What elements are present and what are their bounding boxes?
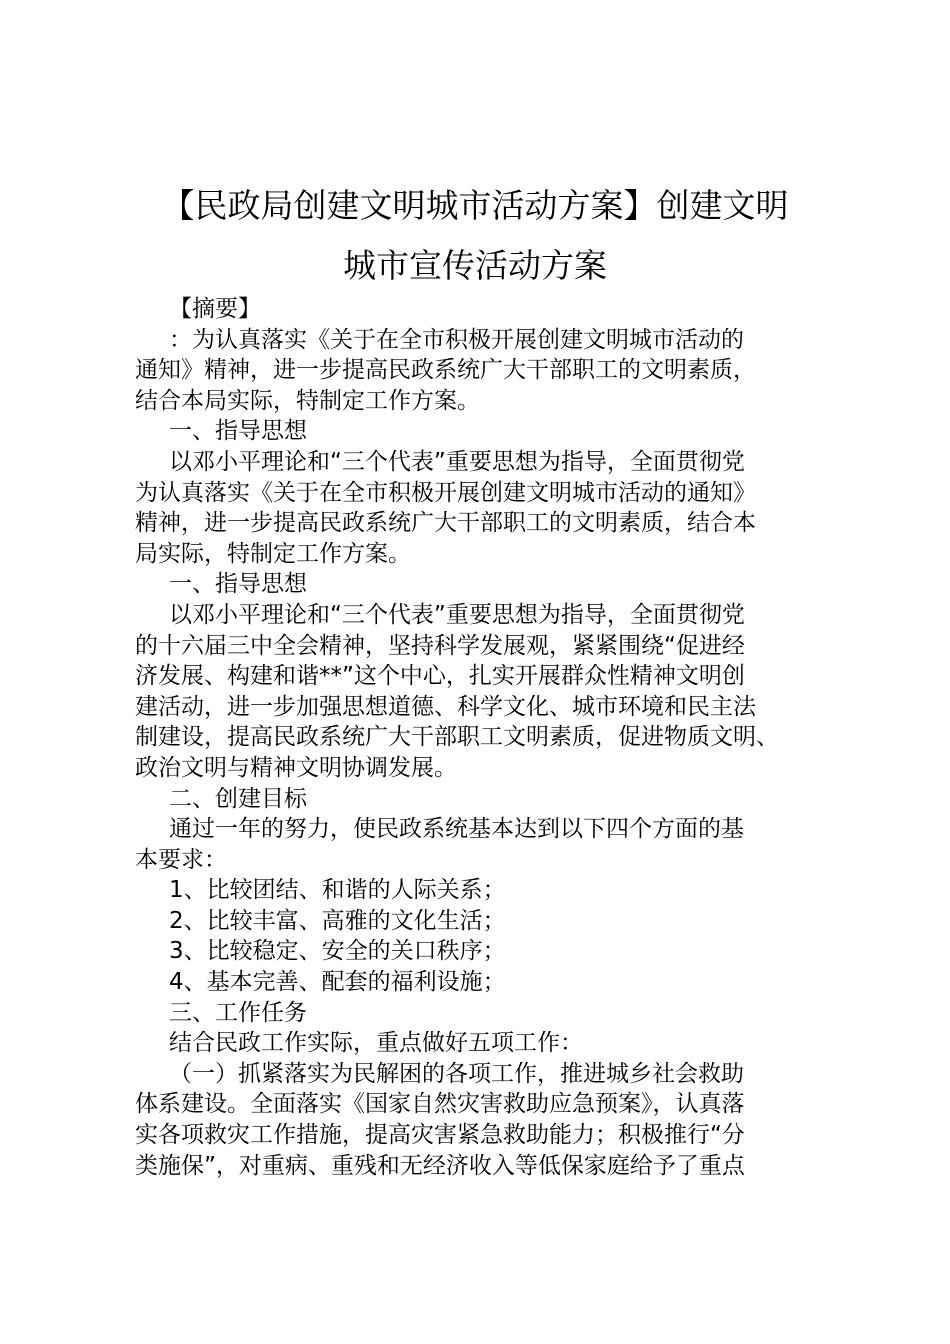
paragraph-line: 以邓小平理论和“三个代表”重要思想为指导，全面贯彻党 bbox=[169, 601, 745, 628]
document-title-line-2: 城市宣传活动方案 bbox=[343, 246, 607, 285]
section-heading: 一、指导思想 bbox=[169, 418, 307, 445]
paragraph-line: 以邓小平理论和“三个代表”重要思想为指导，全面贯彻党 bbox=[169, 448, 745, 475]
document-title-line-1: 【民政局创建文明城市活动方案】创建文明 bbox=[161, 186, 789, 225]
paragraph-line: 通知》精神，进一步提高民政系统广大干部职工的文明素质， bbox=[135, 357, 756, 384]
section-heading: 二、创建目标 bbox=[169, 785, 307, 812]
paragraph-line: 本要求： bbox=[135, 846, 227, 873]
list-item: 3、比较稳定、安全的关口秩序； bbox=[169, 938, 506, 965]
abstract-heading: 【摘要】 bbox=[169, 296, 261, 322]
paragraph-line: 的十六届三中全会精神，坚持科学发展观，紧紧围绕“促进经 bbox=[135, 632, 745, 659]
paragraph-line: ：为认真落实《关于在全市积极开展创建文明城市活动的 bbox=[169, 326, 744, 353]
paragraph-line: 结合民政工作实际，重点做好五项工作： bbox=[169, 1030, 583, 1057]
paragraph-line: 类施保”，对重病、重残和无经济收入等低保家庭给予了重点 bbox=[135, 1152, 745, 1179]
paragraph-line: 济发展、构建和谐**”这个中心，扎实开展群众性精神文明创 bbox=[135, 663, 745, 690]
list-item: 1、比较团结、和谐的人际关系； bbox=[169, 877, 506, 904]
paragraph-line: 体系建设。全面落实《国家自然灾害救助应急预案》，认真落 bbox=[135, 1091, 745, 1118]
list-item: 4、基本完善、配套的福利设施； bbox=[169, 969, 506, 996]
section-heading: 一、指导思想 bbox=[169, 571, 307, 598]
section-heading: 三、工作任务 bbox=[169, 999, 307, 1026]
paragraph-line: 实各项救灾工作措施，提高灾害紧急救助能力；积极推行“分 bbox=[135, 1122, 745, 1149]
paragraph-line: 结合本局实际，特制定工作方案。 bbox=[135, 387, 480, 414]
document-body bbox=[135, 294, 835, 1181]
paragraph-line: 局实际，特制定工作方案。 bbox=[135, 540, 411, 567]
list-item: 2、比较丰富、高雅的文化生活； bbox=[169, 907, 506, 934]
paragraph-line: （一）抓紧落实为民解困的各项工作，推进城乡社会救助 bbox=[169, 1060, 744, 1087]
paragraph-line: 通过一年的努力，使民政系统基本达到以下四个方面的基 bbox=[169, 816, 744, 843]
paragraph-line: 政治文明与精神文明协调发展。 bbox=[135, 754, 457, 781]
paragraph-line: 制建设，提高民政系统广大干部职工文明素质，促进物质文明、 bbox=[135, 724, 779, 751]
paragraph-line: 精神，进一步提高民政系统广大干部职工的文明素质，结合本 bbox=[135, 510, 756, 537]
paragraph-line: 建活动，进一步加强思想道德、科学文化、城市环境和民主法 bbox=[135, 693, 756, 720]
paragraph-line: 为认真落实《关于在全市积极开展创建文明城市活动的通知》 bbox=[135, 479, 756, 506]
